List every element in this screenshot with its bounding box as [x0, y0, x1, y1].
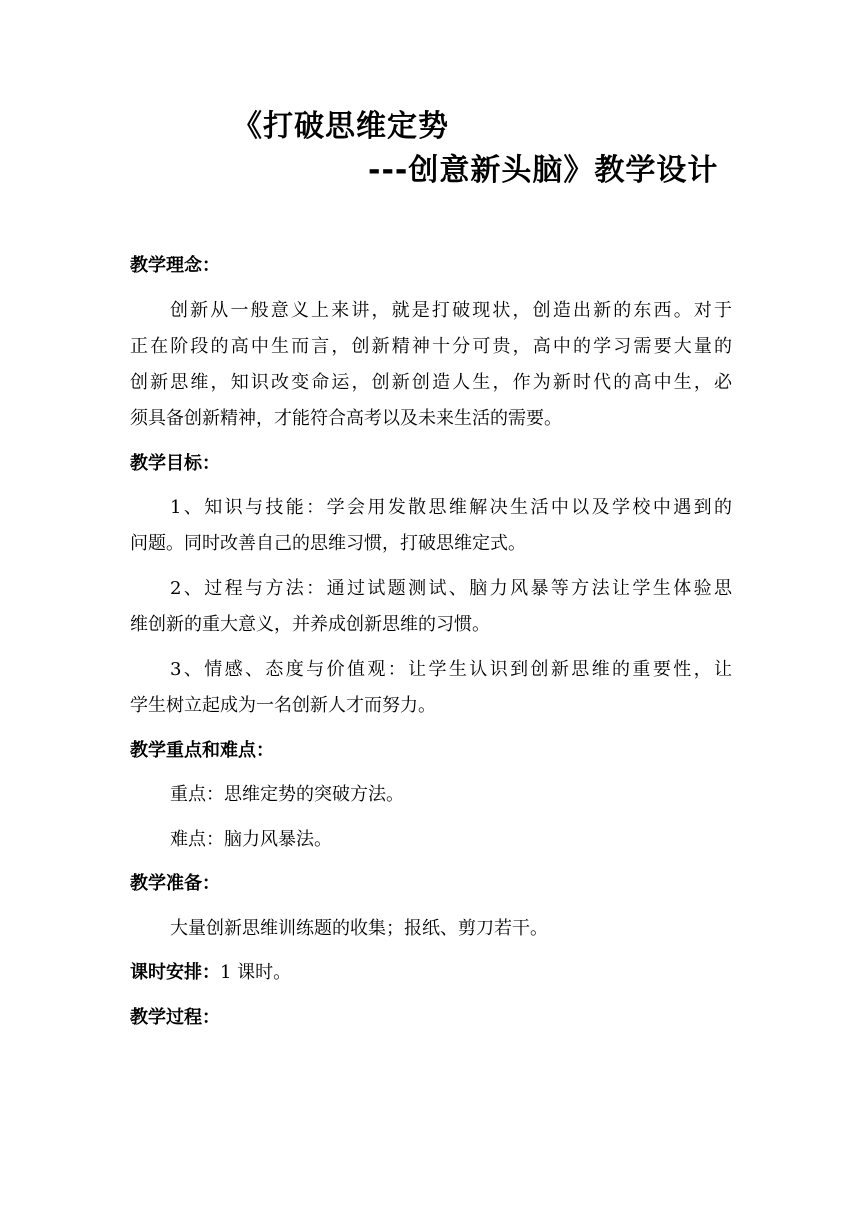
- section-heading-schedule: 课时安排：: [130, 962, 220, 984]
- section-heading-goals: 教学目标：: [130, 452, 220, 474]
- goal-line: 维创新的重大意义，并养成创新思维的习惯。: [130, 614, 490, 636]
- goal-line: 3、情感、态度与价值观：让学生认识到创新思维的重要性，让: [170, 658, 732, 680]
- goal-line: 2、过程与方法：通过试题测试、脑力风暴等方法让学生体验思: [170, 578, 732, 600]
- document-body: [130, 248, 732, 1036]
- section-heading-process: 教学过程：: [130, 1007, 220, 1029]
- concept-paragraph: [130, 293, 732, 438]
- concept-line: 正在阶段的高中生而言，创新精神十分可贵，高中的学习需要大量的: [130, 335, 732, 357]
- document-title-line-1: 《打破思维定势: [232, 109, 449, 144]
- goal-line: 问题。同时改善自己的思维习惯，打破思维定式。: [130, 533, 526, 555]
- schedule-value: 1 课时。: [220, 962, 292, 984]
- concept-line: 创新从一般意义上来讲，就是打破现状，创造出新的东西。对于: [170, 299, 732, 321]
- goal-item-attitude: [130, 652, 732, 724]
- goal-line: 学生树立起成为一名创新人才而努力。: [130, 695, 436, 717]
- goal-item-knowledge: [130, 490, 732, 562]
- schedule-line: [130, 955, 732, 991]
- concept-line: 须具备创新精神，才能符合高考以及未来生活的需要。: [130, 408, 562, 430]
- keypoint-difficulty: 难点：脑力风暴法。: [170, 828, 332, 850]
- preparation-text: 大量创新思维训练题的收集；报纸、剪刀若干。: [170, 917, 548, 939]
- concept-line: 创新思维，知识改变命运，创新创造人生，作为新时代的高中生，必: [130, 371, 732, 393]
- goal-item-process: [130, 571, 732, 643]
- section-heading-concept: 教学理念：: [130, 255, 220, 276]
- document-title-line-2: ---创意新头脑》教学设计: [368, 153, 719, 188]
- section-heading-keypoints: 教学重点和难点：: [130, 739, 274, 761]
- section-heading-preparation: 教学准备：: [130, 873, 220, 895]
- keypoint-key: 重点：思维定势的突破方法。: [170, 784, 404, 806]
- goal-line: 1、知识与技能：学会用发散思维解决生活中以及学校中遇到的: [170, 497, 732, 519]
